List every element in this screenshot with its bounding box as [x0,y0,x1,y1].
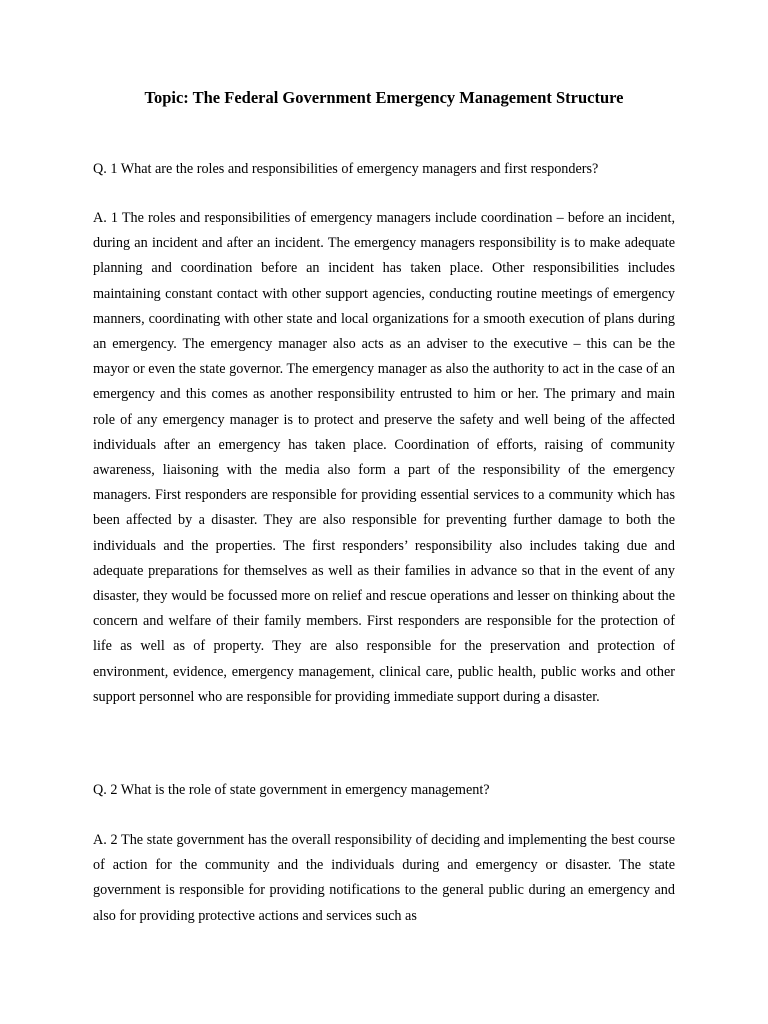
answer-1: A. 1 The roles and responsibilities of emergency managers include coordination – before an incident, during an incident and after an incident. The emergency managers responsibility is to make adequate planning and coordination before an incident has taken place. Other responsibilities includes maintaining constant contact with other support agencies, conducting routine meetings of emergency manners, coordinating with other state and local organizations for a smooth execution of plans during an emergency. The emergency manager also acts as an adviser to the executive – this can be the mayor or even the state governor. The emergency manager as also the authority to act in the case of an emergency and this comes as another responsibility entrusted to him or her. The primary and main role of any emergency manager is to protect and preserve the safety and well being of the affected individuals after an emergency has taken place. Coordination of efforts, raising of community awareness, liaisoning with the media also form a part of the responsibility of the emergency managers. First responders are responsible for providing essential services to a community which has been affected by a disaster. They are also responsible for preventing further damage to both the individuals and the properties. The first responders’ responsibility also includes taking due and adequate preparations for themselves as well as their families in advance so that in the event of any disaster, they would be focussed more on relief and rescue operations and lesser on thinking about the concern and welfare of their family members. First responders are responsible for the protection of life as well as of property. They are also responsible for the preservation and protection of environment, evidence, emergency management, clinical care, public health, public works and other support personnel who are responsible for providing immediate support during a disaster. [93,210,675,705]
question-2: Q. 2 What is the role of state government in emergency management? [93,782,490,798]
question-1: Q. 1 What are the roles and responsibilities of emergency managers and first responders? [93,161,599,177]
answer-2: A. 2 The state government has the overall responsibility of deciding and implementing the best course of action for the community and the individuals during and emergency or disaster. The state government is responsible for providing notifications to the general public during an emergency and also for providing protective actions and services such as [93,832,675,924]
document-title: Topic: The Federal Government Emergency Management Structure [144,88,624,107]
